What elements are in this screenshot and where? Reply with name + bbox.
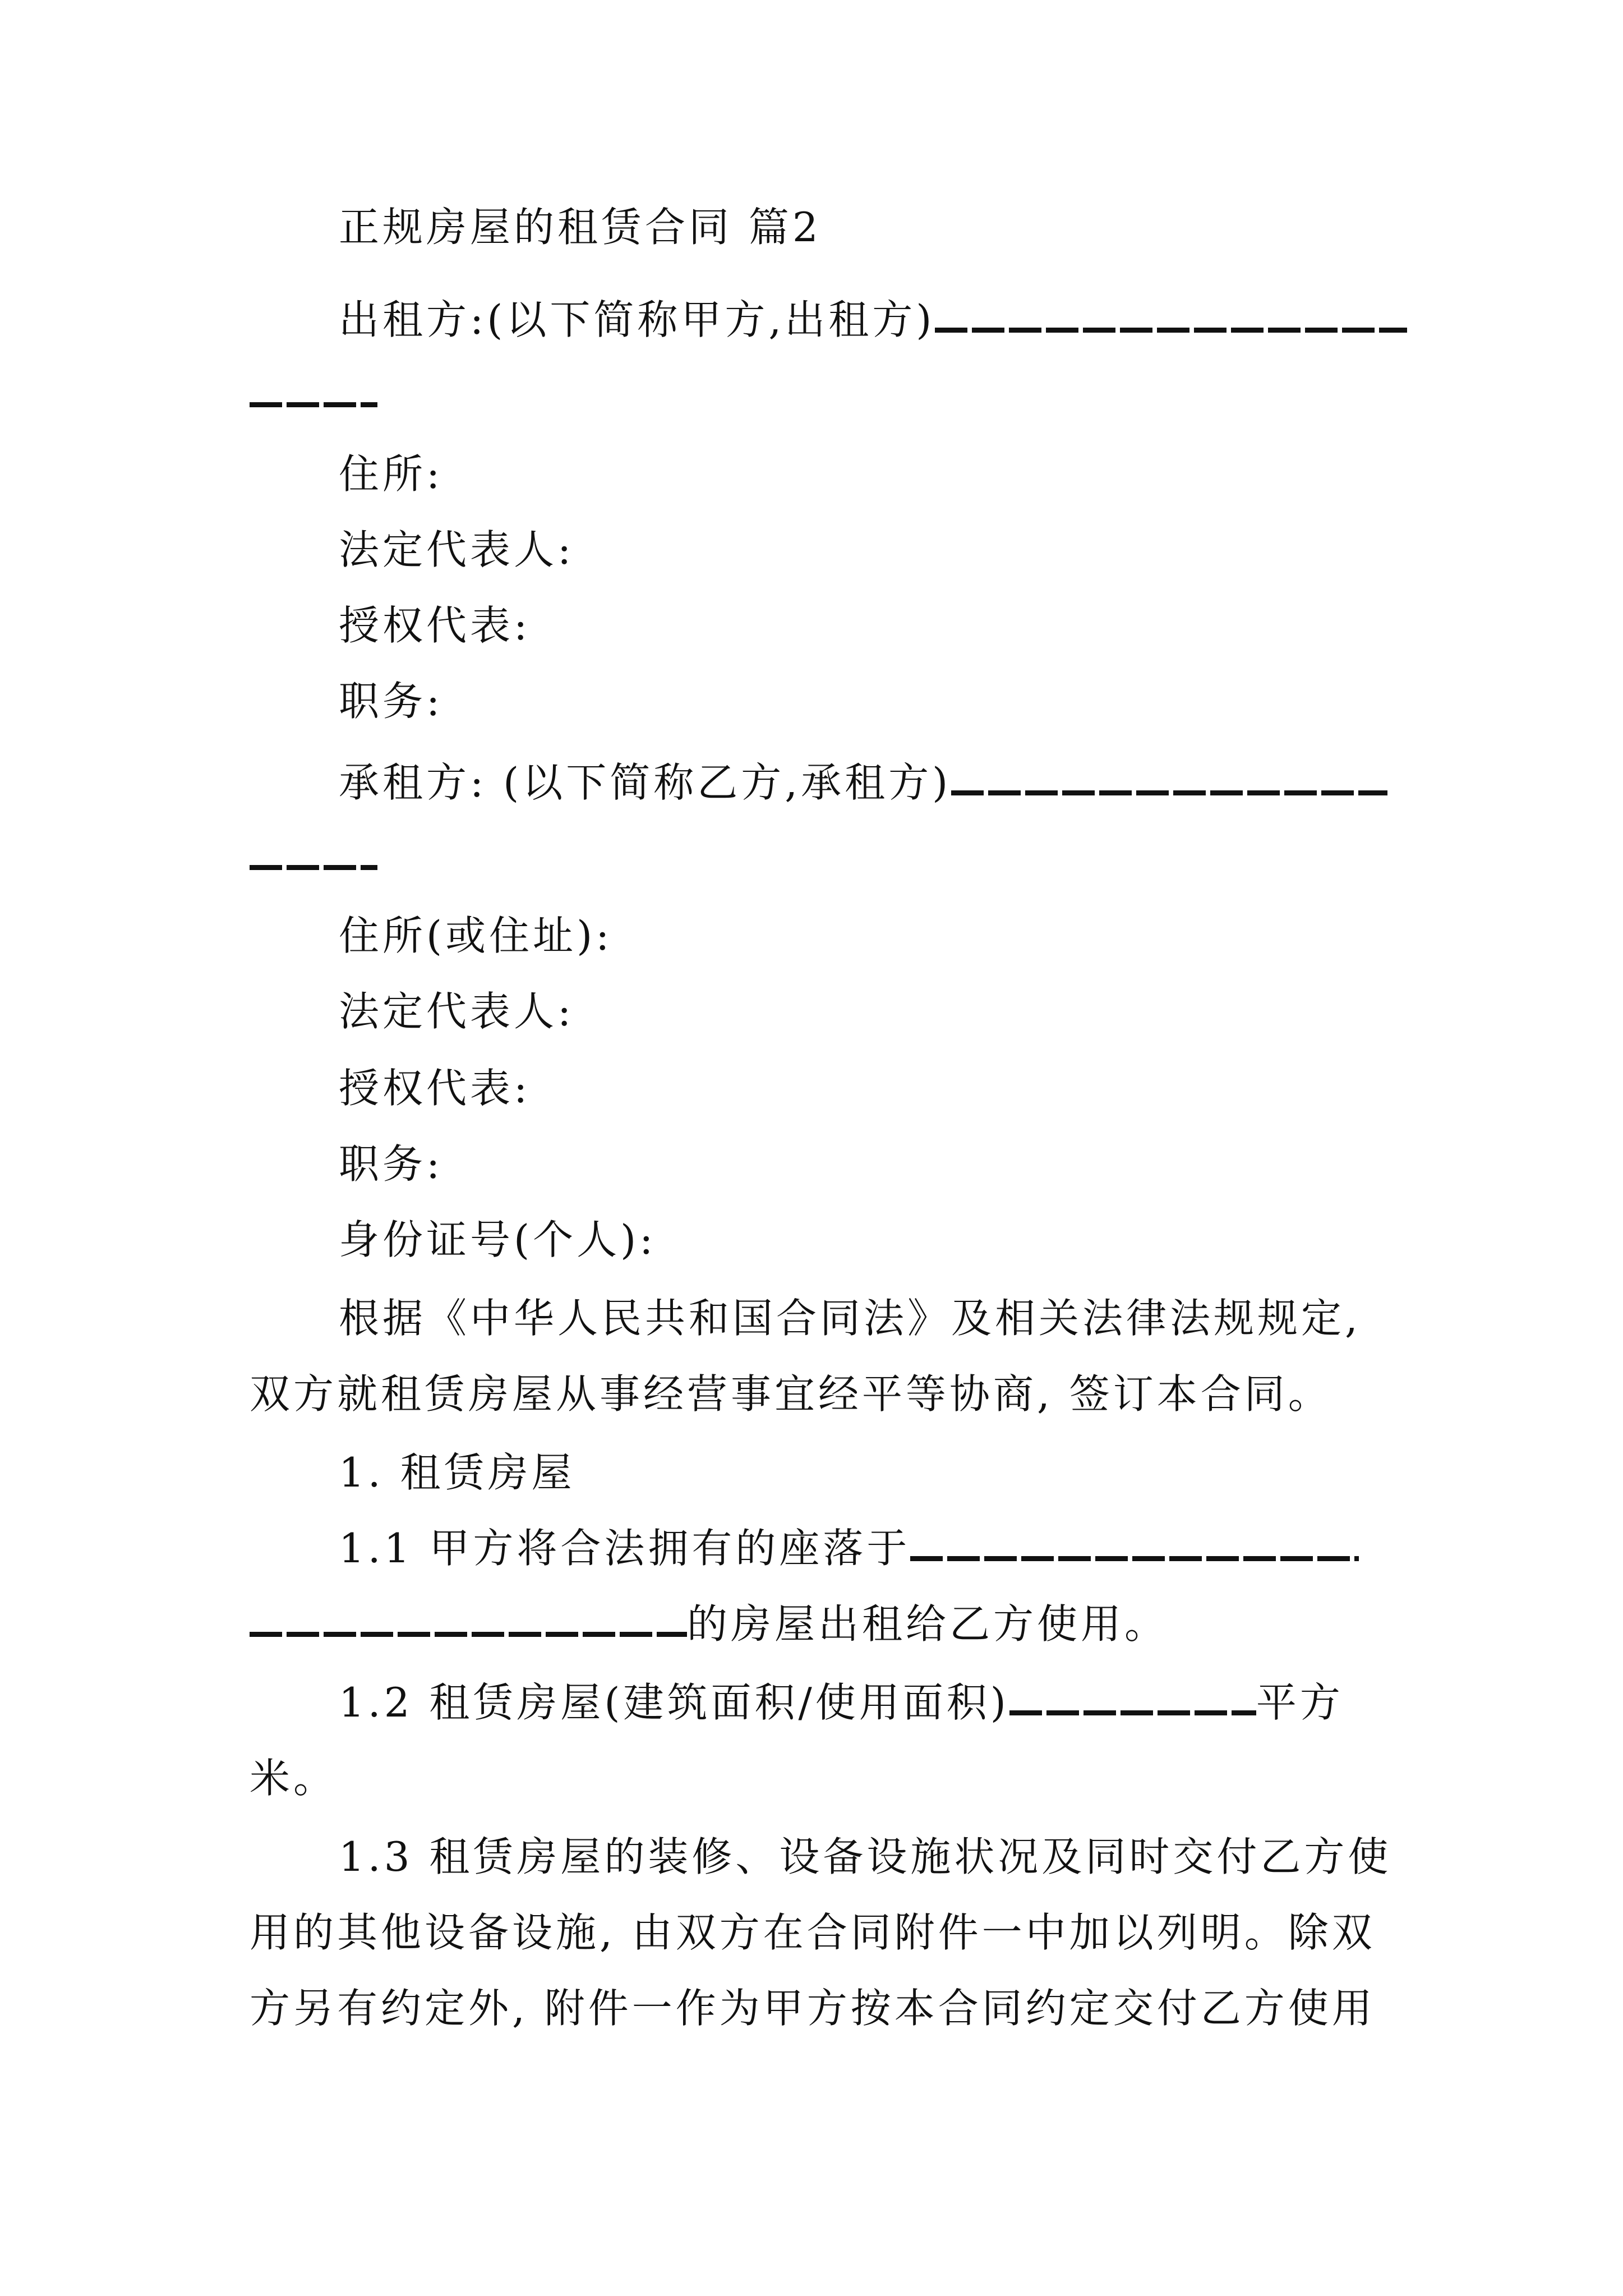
lessee-auth-rep-label: 授权代表: xyxy=(339,1065,531,1112)
lessor-legal-rep-line xyxy=(0,522,1623,578)
lessor-line xyxy=(0,292,1623,348)
lessor-name-blank xyxy=(935,297,1407,333)
clause-1-1-location-blank-cont xyxy=(250,1601,687,1637)
lessor-position-label: 职务: xyxy=(339,678,444,725)
clause-1-2-prefix: 1.2 租赁房屋(建筑面积/使用面积) xyxy=(339,1679,1009,1726)
clause-1-1-location-blank xyxy=(910,1525,1359,1561)
section-1-heading xyxy=(0,1444,1623,1501)
lessor-legal-rep-label: 法定代表人: xyxy=(339,526,575,573)
clause-1-3-line-2 xyxy=(0,1904,1623,1961)
lessee-position-line xyxy=(0,1136,1623,1192)
clause-1-2-unit-cont: 米。 xyxy=(250,1755,338,1802)
lessee-line-cont xyxy=(0,829,1623,885)
clause-1-1-prefix: 1.1 甲方将合法拥有的座落于 xyxy=(339,1525,911,1572)
clause-1-2-line-2 xyxy=(0,1750,1623,1806)
clause-1-2-area-blank xyxy=(1009,1680,1256,1715)
lessor-address-line xyxy=(0,446,1623,502)
lessor-name-blank-cont xyxy=(250,371,377,407)
lessee-label: 承租方: (以下简称乙方,承租方) xyxy=(339,759,952,806)
lessee-id-line xyxy=(0,1212,1623,1268)
clause-1-2-line-1 xyxy=(0,1674,1623,1731)
lessee-name-blank-cont xyxy=(250,834,377,870)
preamble-text-2: 双方就租赁房屋从事经营事宜经平等协商, 签订本合同。 xyxy=(250,1370,1332,1418)
lessor-address-label: 住所: xyxy=(339,450,444,498)
lessee-id-label: 身份证号(个人): xyxy=(339,1216,657,1263)
preamble-line-1 xyxy=(0,1290,1623,1346)
lessee-line xyxy=(0,754,1623,811)
lessor-label: 出租方:(以下简称甲方,出租方) xyxy=(339,296,935,343)
lessee-position-label: 职务: xyxy=(339,1140,444,1188)
clause-1-3-line-3 xyxy=(0,1980,1623,2036)
clause-1-1-suffix: 的房屋出租给乙方使用。 xyxy=(687,1600,1169,1648)
clause-1-3-text-2: 用的其他设备设施, 由双方在合同附件一中加以列明。除双 xyxy=(250,1909,1376,1956)
lessor-auth-rep-line xyxy=(0,597,1623,654)
preamble-text-1: 根据《中华人民共和国合同法》及相关法律法规规定, xyxy=(339,1295,1361,1342)
document-title xyxy=(0,199,1623,255)
lessee-legal-rep-label: 法定代表人: xyxy=(339,988,575,1035)
clause-1-3-text-3: 方另有约定外, 附件一作为甲方按本合同约定交付乙方使用 xyxy=(250,1985,1376,2032)
preamble-line-2 xyxy=(0,1366,1623,1422)
lessee-address-label: 住所(或住址): xyxy=(339,912,613,959)
clause-1-3-line-1 xyxy=(0,1829,1623,1885)
clause-1-3-text-1: 1.3 租赁房屋的装修、设备设施状况及同时交付乙方使 xyxy=(339,1833,1392,1880)
lessee-address-line xyxy=(0,908,1623,964)
lessor-auth-rep-label: 授权代表: xyxy=(339,602,531,649)
clause-1-1-line-1 xyxy=(0,1520,1623,1576)
section-1-heading-text: 1. 租赁房屋 xyxy=(339,1449,575,1496)
title-text: 正规房屋的租赁合同 篇2 xyxy=(339,204,822,251)
lessee-legal-rep-line xyxy=(0,983,1623,1039)
lessor-position-line xyxy=(0,673,1623,729)
lessee-auth-rep-line xyxy=(0,1060,1623,1116)
clause-1-2-unit: 平方 xyxy=(1256,1679,1344,1726)
lessor-line-cont xyxy=(0,366,1623,422)
lessee-name-blank xyxy=(951,760,1387,795)
clause-1-1-line-2 xyxy=(0,1596,1623,1652)
